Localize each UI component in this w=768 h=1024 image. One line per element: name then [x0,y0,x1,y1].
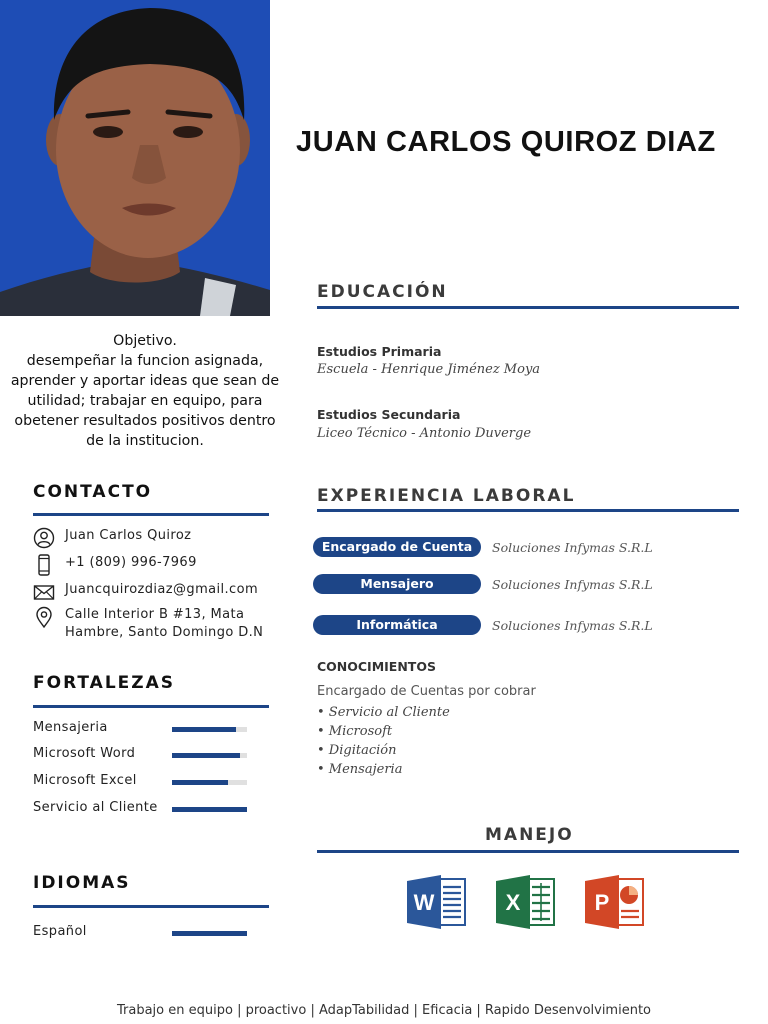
contact-divider [33,513,269,516]
skill-bar [172,807,247,812]
skill-bar [172,753,247,758]
contact-name-text: Juan Carlos Quiroz [65,528,192,543]
contact-item-name [33,527,191,549]
skill-row [33,746,253,764]
skill-bar-fill [172,807,247,812]
strengths-divider [33,705,269,708]
job-entry [313,615,653,635]
education-school: Liceo Técnico - Antonio Duverge [317,426,532,441]
skill-row [33,800,253,818]
knowledge-title: CONOCIMIENTOS [317,659,436,674]
language-row [33,924,253,942]
tools-section-title: MANEJO [485,825,574,845]
candidate-name: JUAN CARLOS QUIROZ DIAZ [296,126,716,158]
tools-icons [405,873,645,931]
job-entry [313,537,653,557]
languages-section-title: IDIOMAS [33,873,131,893]
person-icon [33,527,55,549]
strengths-section-title: FORTALEZAS [33,673,175,693]
contact-address-text: Calle Interior B #13, Mata Hambre, Santo Domingo D.N [65,607,264,640]
portrait-illustration [0,0,270,316]
powerpoint-letter: P [594,890,610,915]
objective-block [6,331,284,451]
experience-section-title: EXPERIENCIA LABORAL [317,486,576,506]
word-letter: W [413,890,435,915]
profile-photo [0,0,270,316]
contact-phone-text[interactable]: +1 (809) 996-7969 [65,555,197,570]
education-section-title: EDUCACIÓN [317,282,448,302]
contact-item-phone [33,554,197,576]
word-icon [405,873,467,931]
footer-keywords: Trabajo en equipo | proactivo | AdapTabilidad | Eficacia | Rapido Desenvolvimiento [117,1003,651,1018]
tools-divider [317,850,739,853]
skill-row [33,773,253,791]
job-role-badge: Encargado de Cuenta [313,537,481,557]
knowledge-item: • Servicio al Cliente [317,705,450,720]
job-role-badge: Mensajero [313,574,481,594]
knowledge-item: • Microsoft [317,724,393,739]
phone-icon [33,554,55,576]
job-role-badge: Informática [313,615,481,635]
knowledge-list [317,703,450,779]
excel-icon [494,873,556,931]
education-level: Estudios Primaria [317,344,442,359]
skill-bar [172,780,247,785]
contact-section-title: CONTACTO [33,482,153,502]
education-divider [317,306,739,309]
knowledge-lead: Encargado de Cuentas por cobrar [317,684,536,699]
skill-bar-fill [172,727,236,732]
skill-bar-fill [172,780,228,785]
knowledge-item: • Digitación [317,743,397,758]
knowledge-item: • Mensajeria [317,762,403,777]
language-label: Español [33,924,87,939]
excel-letter: X [505,890,521,915]
job-company: Soluciones Infymas S.R.L [492,617,653,633]
job-company: Soluciones Infymas S.R.L [492,576,653,592]
powerpoint-icon [583,873,645,931]
education-school: Escuela - Henrique Jiménez Moya [317,362,541,377]
objective-text: desempeñar la funcion asignada, aprender y aportar ideas que sean de utilidad; trabajar en equipo, para obetener resultados positivos dentro de la institucion. [10,353,280,449]
language-bar-fill [172,931,247,936]
objective-heading: Objetivo. [113,333,177,349]
contact-item-email [33,581,258,603]
skill-bar-fill [172,753,240,758]
skill-label: Microsoft Word [33,746,136,761]
contact-email-text[interactable]: Juancquirozdiaz@gmail.com [65,582,259,597]
contact-item-address [33,606,273,642]
skill-bar [172,727,247,732]
education-level: Estudios Secundaria [317,407,461,422]
job-entry [313,574,653,594]
skill-row [33,720,253,738]
experience-divider [317,509,739,512]
skill-label: Mensajeria [33,720,108,735]
skill-label: Microsoft Excel [33,773,137,788]
language-bar [172,931,247,936]
job-company: Soluciones Infymas S.R.L [492,539,653,555]
location-pin-icon [33,606,55,628]
email-icon [33,581,55,603]
languages-divider [33,905,269,908]
skill-label: Servicio al Cliente [33,800,158,815]
